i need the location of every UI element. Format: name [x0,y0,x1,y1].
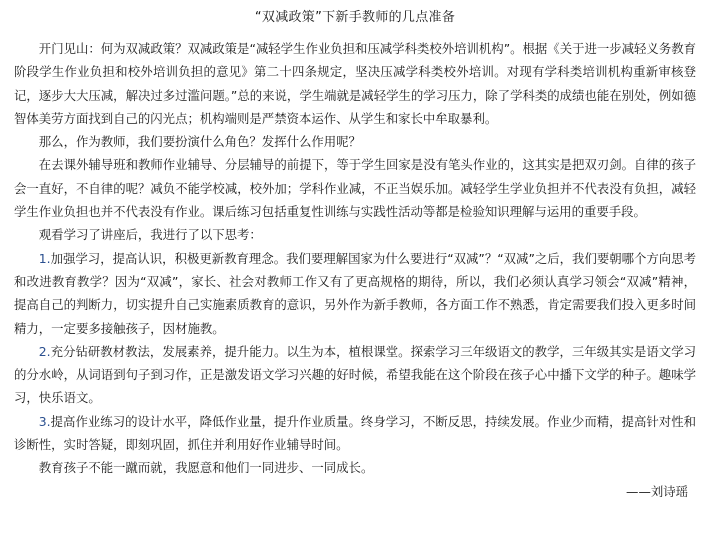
paragraph-point-1 [14,247,696,340]
paragraph-text: 教育孩子不能一蹴而就，我愿意和他们一同进步、一同成长。 [38,460,374,476]
paragraph-text: 观看学习了讲座后，我进行了以下思考： [38,227,262,243]
paragraph-point-2 [14,340,696,410]
author-signature: ——刘诗瑶 [626,483,688,499]
paragraph-number: 3. [38,413,51,429]
paragraph-text: 开门见山：何为双减政策？双减政策是“减轻学生作业负担和压减学科类校外培训机构”。根据《关于进一步减轻义务教育阶段学生作业负担和校外培训负担的意见》第二十四条规定，坚决压减学科类校外培训。对现有学科类培训机构重新审核登记，逐步大大压减，解决过多过滥问题。”总的来说，学生端就是减轻学生的学习压力，除了学科类的成绩也能在别处，例如德智体美劳方面找到自己的闪光点；机构端则是严禁资本运作、从学生和家长中牟取暴利。 [14,41,696,126]
paragraph-text: 在去课外辅导班和教师作业辅导、分层辅导的前提下，等于学生回家是没有笔头作业的，这其实是把双刃剑。自律的孩子会一直好，不自律的呢？减负不能学校减，校外加；学科作业减，不正当娱乐加。减轻学生学业负担并不代表没有负担，减轻学生作业负担也并不代表没有作业。课后练习包括重复性训练与实践性活动等都是检验知识理解与运用的重要手段。 [14,157,696,220]
paragraph-number: 1. [38,250,51,266]
paragraph-number: 2. [38,343,51,359]
paragraph-point-3 [14,410,696,457]
paragraph-text: 提高作业练习的设计水平，降低作业量，提升作业质量。终身学习，不断反思，持续发展。作业少而精，提高针对性和诊断性，实时答疑，即刻巩固，抓住并利用好作业辅导时间。 [14,413,696,453]
paragraph-question [14,130,696,153]
paragraph-text: 那么，作为教师，我们要扮演什么角色？发挥什么作用呢？ [38,134,361,150]
paragraph-reflection-lead [14,223,696,246]
document-title: “双减政策”下新手教师的几点准备 [254,10,456,25]
paragraph-closing [14,456,696,479]
paragraph-text: 充分钻研教材教法，发展素养，提升能力。以生为本，植根课堂。探索学习三年级语文的教学，三年级其实是语文学习的分水岭，从词语到句子到习作，正是激发语文学习兴趣的好时候，希望我能在这个阶段在孩子心中播下文学的种子。趣味学习，快乐语文。 [14,343,696,406]
paragraph-text: 加强学习，提高认识，积极更新教育理念。我们要理解国家为什么要进行“双减”？“双减”之后，我们要朝哪个方向思考和改进教育教学？因为“双减”，家长、社会对教师工作又有了更高规格的期待，所以，我们必须认真学习领会“双减”精神，提高自己的判断力，切实提升自己实施素质教育的意识，另外作为新手教师，各方面工作不熟悉，肯定需要我们投入更多时间精力，一定要多接触孩子，因材施教。 [14,250,696,336]
paragraph-intro [14,37,696,130]
paragraph-context [14,153,696,223]
